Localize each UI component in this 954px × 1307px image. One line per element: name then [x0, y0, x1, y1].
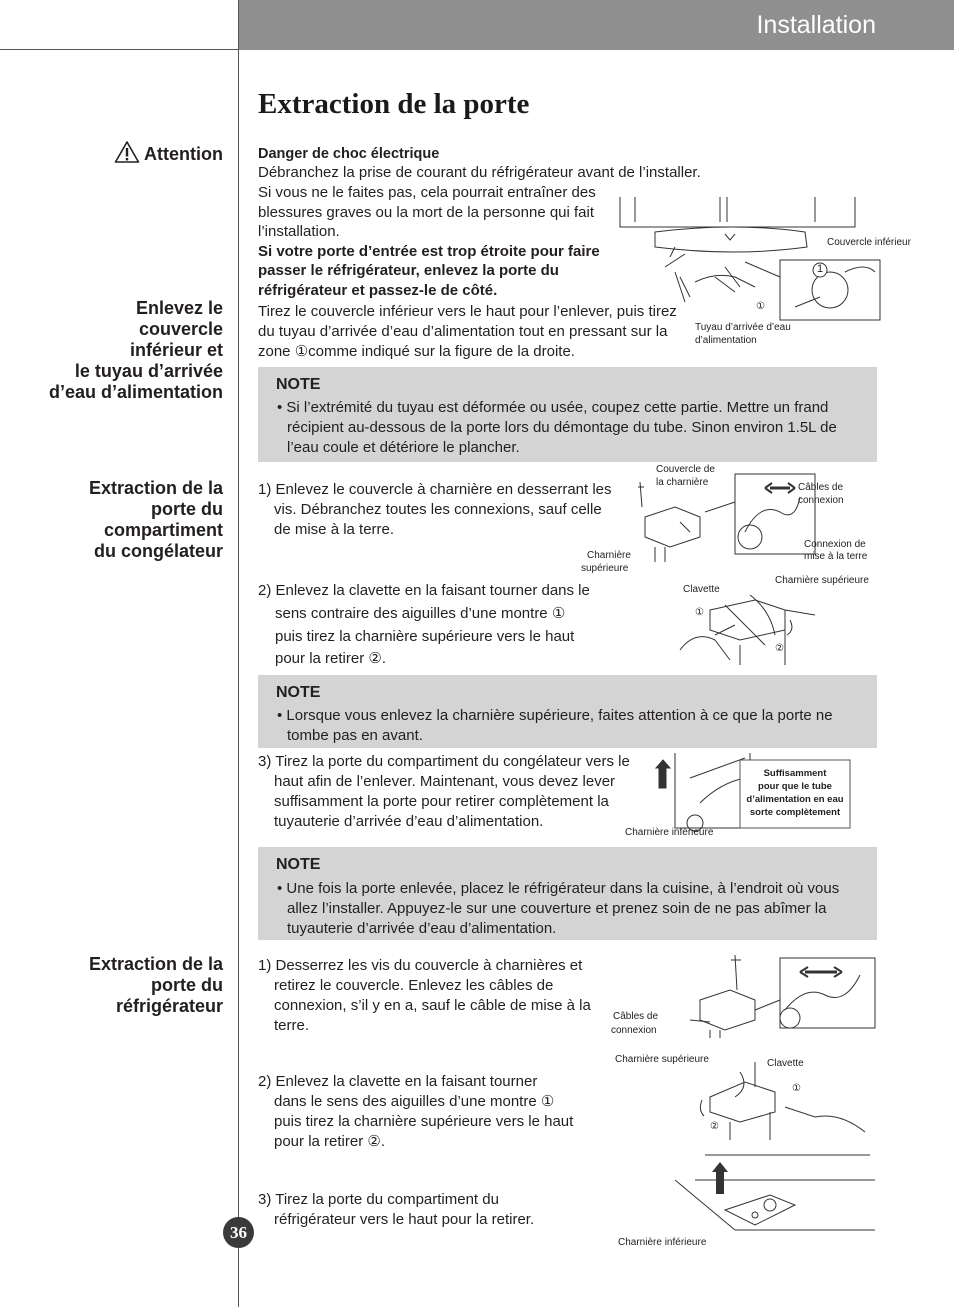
- attention-line4: l’installation.: [258, 223, 340, 240]
- cover-line1: Tirez le couvercle inférieur vers le haut pour l’enlever, puis tirez: [258, 303, 677, 320]
- freezer-step2-l3: puis tirez la charnière supérieure vers le haut: [275, 628, 575, 645]
- caption-cables-1: Câbles de: [798, 482, 844, 493]
- caption-upper-hinge-1: Charnière: [587, 550, 631, 561]
- caption-water-pipe-2: d’alimentation: [695, 335, 757, 346]
- caption-cables-2: connexion: [798, 495, 844, 506]
- caption-cables-1: Câbles de: [613, 1011, 659, 1022]
- caption-upper-hinge: Charnière supérieure: [775, 575, 869, 586]
- fig-marker-small: ①: [756, 301, 765, 312]
- fridge-step1: 1) Desserrez les vis du couvercle à charnières et retirez le couvercle. Enlevez les câbles de connexion, s’il y en a, sauf le câble de mise à la terre.: [258, 957, 591, 1034]
- lift-note-4: sorte complètement: [749, 807, 841, 818]
- caption-ground-1: Connexion de: [804, 539, 866, 550]
- section-title: Installation: [756, 11, 876, 39]
- note-title: NOTE: [276, 856, 321, 873]
- note-title: NOTE: [276, 684, 321, 701]
- note-box-1: [258, 367, 877, 462]
- fridge-step3: 3) Tirez la porte du compartiment du réfrigérateur vers le haut pour la retirer.: [258, 1191, 535, 1228]
- fridge-step2: 2) Enlevez la clavette en la faisant tourner dans le sens des aiguilles d’une montre ① puis tirez la charnière supérieure vers le haut pour la retirer ②.: [258, 1073, 574, 1150]
- freezer-step2-l1: 2) Enlevez la clavette en la faisant tourner dans le: [258, 582, 590, 599]
- header-rule: [0, 49, 239, 50]
- caption-cables-2: connexion: [611, 1025, 657, 1036]
- caption-hinge-cover-2: la charnière: [656, 477, 709, 488]
- lift-note-2: pour que le tube: [758, 781, 832, 792]
- page-number: 36: [223, 1217, 254, 1248]
- cover-heading: Enlevez le couvercle inférieur et le tuyau d’arrivée d’eau d’alimentation: [48, 298, 223, 402]
- caption-upper-hinge-2: supérieure: [581, 563, 629, 574]
- freezer-door-lift-illustration: [640, 748, 880, 838]
- attention-bold3: réfrigérateur et passez-le de côté.: [258, 282, 498, 299]
- caption-key: Clavette: [683, 584, 720, 595]
- header-band: [239, 0, 954, 50]
- note-box-2: [258, 675, 877, 748]
- warning-icon: [114, 140, 140, 164]
- freezer-heading: Extraction de la porte du compartiment du congélateur: [88, 478, 223, 561]
- attention-heading: [114, 140, 223, 165]
- caption-upper-hinge: Charnière supérieure: [615, 1054, 709, 1065]
- fig-marker-1: 1: [817, 263, 824, 275]
- attention-bold2: passer le réfrigérateur, enlevez la porte du: [258, 262, 559, 279]
- fridge-heading: Extraction de la porte du réfrigérateur: [88, 954, 223, 1016]
- caption-lower-hinge: Charnière inférieure: [625, 827, 714, 838]
- attention-label: Attention: [144, 144, 223, 164]
- caption-lower-hinge: Charnière inférieure: [618, 1237, 707, 1248]
- attention-line2: Si vous ne le faites pas, cela pourrait entraîner des: [258, 184, 596, 201]
- caption-ground-2: mise à la terre: [804, 551, 868, 562]
- caption-hinge-cover-1: Couvercle de: [656, 464, 715, 475]
- caption-key: Clavette: [767, 1058, 804, 1069]
- fridge-hinge-cover-illustration: [665, 950, 880, 1040]
- lift-note-3: d’alimentation en eau: [746, 794, 844, 805]
- marker-2: ②: [710, 1121, 719, 1132]
- lift-note-1: Suffisamment: [763, 768, 827, 779]
- margin-rule: [238, 0, 239, 1307]
- note-title: NOTE: [276, 376, 321, 393]
- note-text: • Lorsque vous enlevez la charnière supérieure, faites attention à ce que la porte ne tombe pas en avant.: [277, 707, 833, 744]
- attention-line1: Débranchez la prise de courant du réfrigérateur avant de l’installer.: [258, 164, 701, 181]
- attention-bold1: Si votre porte d’entrée est trop étroite pour faire: [258, 243, 600, 260]
- caption-water-pipe-1: Tuyau d’arrivée d’eau: [695, 322, 791, 333]
- cover-line3: zone ①comme indiqué sur la figure de la droite.: [258, 343, 575, 360]
- note-text: • Une fois la porte enlevée, placez le réfrigérateur dans la cuisine, à l’endroit où vous allez l’installer. Appuyez-le sur une couverture et prenez soin de ne pas abîmer la tuyauterie d’arrivée d’eau d’alimentation.: [277, 880, 840, 937]
- note-box-3: [258, 847, 877, 940]
- cover-line2: du tuyau d’arrivée d’eau d’alimentation tout en pressant sur la: [258, 323, 668, 340]
- caption-lower-cover: Couvercle inférieur: [827, 237, 911, 248]
- attention-line3: blessures graves ou la mort de la personne qui fait: [258, 204, 595, 221]
- danger-title: Danger de choc électrique: [258, 146, 440, 162]
- freezer-step1: 1) Enlevez le couvercle à charnière en desserrant les vis. Débranchez toutes les connexions, sauf celle de mise à la terre.: [258, 481, 612, 538]
- freezer-step2-l2: sens contraire des aiguilles d’une montre ①: [275, 605, 566, 622]
- marker-1: ①: [695, 607, 704, 618]
- freezer-upper-hinge-illustration: [675, 590, 885, 670]
- page-title: Extraction de la porte: [258, 88, 530, 120]
- freezer-step2-l4: pour la retirer ②.: [275, 650, 386, 667]
- marker-1: ①: [792, 1083, 801, 1094]
- note-text: • Si l’extrémité du tuyau est déformée ou usée, coupez cette partie. Mettre un frand récipient au-dessous de la porte lors du démontage du tube. Sinon environ 1.5L de l’eau coule et détériore le plancher.: [277, 399, 837, 456]
- marker-2: ②: [775, 643, 784, 654]
- freezer-step3: 3) Tirez la porte du compartiment du congélateur vers le haut afin de l’enlever. Maintenant, vous devez lever suffisamment la porte pour retirer complètement la tuyauterie d’arrivée d’eau d’alimentation.: [258, 753, 630, 830]
- fridge-lower-hinge-illustration: [675, 1150, 885, 1245]
